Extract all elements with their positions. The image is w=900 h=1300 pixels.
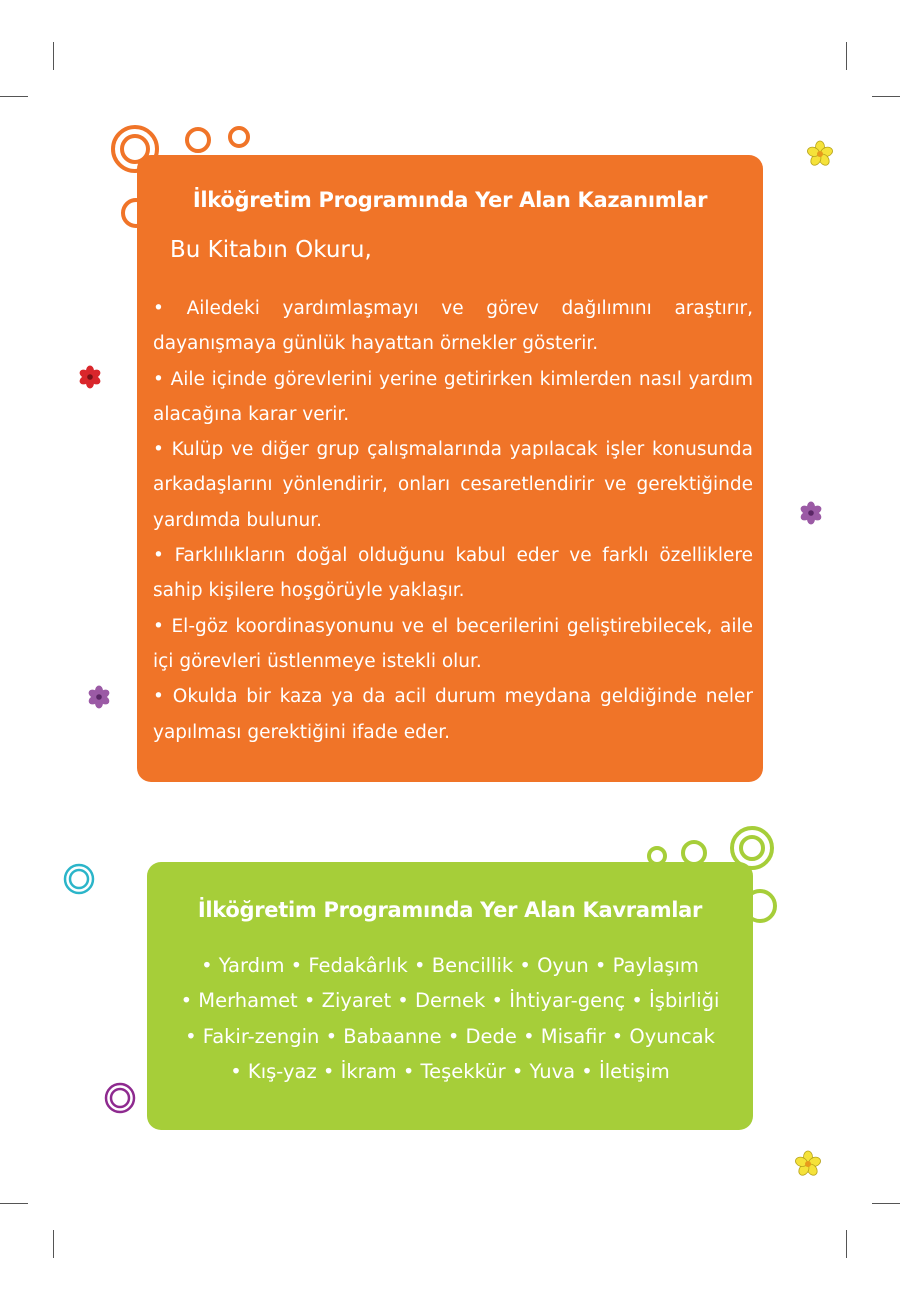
crop-mark-bottom-left-h	[0, 1203, 28, 1204]
red-flower-icon	[77, 364, 103, 390]
kavramlar-panel	[147, 862, 753, 1130]
crop-mark-bottom-right-h	[872, 1203, 900, 1204]
crop-mark-top-right-h	[872, 96, 900, 97]
yellow-flower-icon	[794, 1150, 822, 1178]
kavram-line: • Merhamet • Ziyaret • Dernek • İhtiyar-genç • İşbirliği	[180, 989, 720, 1013]
crop-mark-bottom-right-v	[846, 1230, 847, 1258]
kazanimlar-panel	[137, 155, 763, 782]
kazanim-list	[153, 291, 753, 750]
cyan-ring-icon	[62, 862, 96, 896]
kavram-line: • Yardım • Fedakârlık • Bencillik • Oyun • Paylaşım	[201, 954, 699, 977]
kazanim-item: • Kulüp ve diğer grup çalışmalarında yapılacak işler konusunda arkadaşlarını yönlendirir, onları cesaretlendirir ve gerektiğinde yardımda bulunur.	[153, 439, 753, 531]
crop-mark-top-left-h	[0, 96, 28, 97]
yellow-flower-icon	[806, 140, 834, 168]
kavram-line: • Kış-yaz • İkram • Teşekkür • Yuva • İletişim	[230, 1059, 670, 1083]
kazanim-item: • El-göz koordinasyonunu ve el becerilerini geliştirebilecek, aile içi görevleri üstlenmeye istekli olur.	[153, 615, 753, 672]
crop-mark-bottom-left-v	[53, 1230, 54, 1258]
purple-flower-icon	[798, 500, 824, 526]
kavramlar-title: İlköğretim Programında Yer Alan Kavramlar	[197, 898, 703, 922]
kavram-list	[147, 948, 753, 1089]
kazanim-item: • Farklılıkların doğal olduğunu kabul eder ve farklı özelliklere sahip kişilere hoşgörüyle yaklaşır.	[153, 545, 753, 602]
kavram-line: • Fakir-zengin • Babaanne • Dede • Misafir • Oyuncak	[185, 1024, 715, 1048]
crop-mark-top-right-v	[846, 42, 847, 70]
purple-ring-icon	[103, 1081, 137, 1115]
kazanim-item: • Okulda bir kaza ya da acil durum meydana geldiğinde neler yapılması gerektiğini ifade eder.	[153, 686, 753, 743]
purple-flower-icon	[86, 684, 112, 710]
kazanim-item: • Ailedeki yardımlaşmayı ve görev dağılımını araştırır, dayanışmaya günlük hayattan örnekler gösterir.	[153, 298, 753, 355]
crop-mark-top-left-v	[53, 42, 54, 70]
kazanimlar-title: İlköğretim Programında Yer Alan Kazanımlar	[192, 188, 708, 212]
reader-intro: Bu Kitabın Okuru,	[170, 237, 372, 263]
kazanim-item: • Aile içinde görevlerini yerine getirirken kimlerden nasıl yardım alacağına karar verir.	[153, 368, 753, 425]
